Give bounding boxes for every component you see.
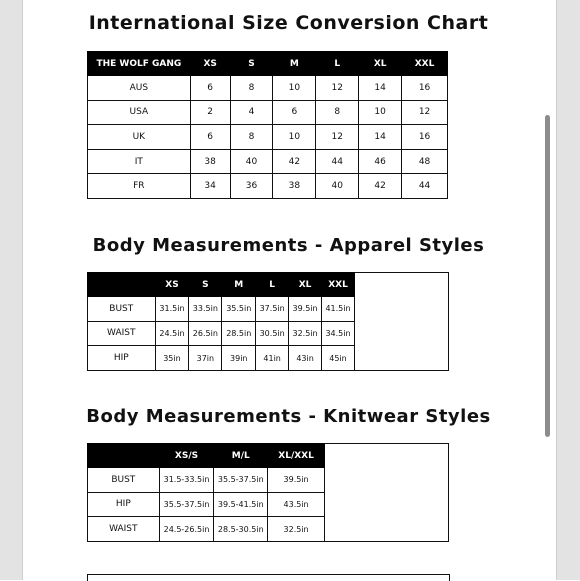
table-cell: 46 xyxy=(359,149,402,174)
table-cell: 45in xyxy=(322,346,355,371)
measurement-label: BUST xyxy=(88,468,160,493)
table-cell: 41.5in xyxy=(322,297,355,322)
apparel-header-row xyxy=(88,273,355,297)
table-cell: 39.5in xyxy=(268,468,325,493)
table-cell: 36 xyxy=(230,174,273,199)
table-cell: 43.5in xyxy=(268,492,325,517)
table-cell: 40 xyxy=(230,149,273,174)
table-cell: 8 xyxy=(230,76,273,101)
table-cell: 26.5in xyxy=(189,321,222,346)
table-cell: 33.5in xyxy=(189,297,222,322)
apparel-chart-title: Body Measurements - Apparel Styles xyxy=(92,235,485,256)
table-cell: 14 xyxy=(359,76,402,101)
table-row xyxy=(88,100,448,125)
table-cell: 35in xyxy=(155,346,189,371)
table-cell: 16 xyxy=(402,125,448,150)
table-cell: 39.5in xyxy=(289,297,322,322)
country-label: UK xyxy=(88,125,191,150)
measurement-label: WAIST xyxy=(88,517,160,542)
knitwear-measurement-table xyxy=(87,443,325,542)
table-row xyxy=(88,321,355,346)
table-cell: 6 xyxy=(273,100,316,125)
header-cell xyxy=(88,273,156,297)
table-cell: 34 xyxy=(190,174,230,199)
header-cell xyxy=(88,444,160,468)
measurement-label: BUST xyxy=(88,297,156,322)
table-cell: 10 xyxy=(359,100,402,125)
table-row xyxy=(88,125,448,150)
international-size-table xyxy=(87,51,448,199)
table-cell: 44 xyxy=(402,174,448,199)
table-cell: 37.5in xyxy=(256,297,289,322)
table-cell: 28.5in xyxy=(222,321,256,346)
table-cell: 8 xyxy=(316,100,359,125)
table-cell: 10 xyxy=(273,125,316,150)
table-cell: 39in xyxy=(222,346,256,371)
table-cell: 44 xyxy=(316,149,359,174)
table-cell: 8 xyxy=(230,125,273,150)
table-row xyxy=(88,174,448,199)
table-row xyxy=(88,297,355,322)
table-cell: 12 xyxy=(402,100,448,125)
table-row xyxy=(88,492,325,517)
header-cell: L xyxy=(316,52,359,76)
table-cell: 34.5in xyxy=(322,321,355,346)
knitwear-header-row xyxy=(88,444,325,468)
country-label: AUS xyxy=(88,76,191,101)
country-label: FR xyxy=(88,174,191,199)
table-cell: 32.5in xyxy=(268,517,325,542)
table-cell: 48 xyxy=(402,149,448,174)
header-cell: XL/XXL xyxy=(268,444,325,468)
table-cell: 35.5-37.5in xyxy=(159,492,214,517)
table-cell: 24.5-26.5in xyxy=(159,517,214,542)
header-cell: XL xyxy=(289,273,322,297)
table-cell: 12 xyxy=(316,125,359,150)
table-cell: 43in xyxy=(289,346,322,371)
country-label: IT xyxy=(88,149,191,174)
table-cell: 6 xyxy=(190,76,230,101)
table-row xyxy=(88,517,325,542)
table-cell: 6 xyxy=(190,125,230,150)
table-cell: 42 xyxy=(273,149,316,174)
knitwear-chart-title: Body Measurements - Knitwear Styles xyxy=(86,406,491,427)
table-cell: 14 xyxy=(359,125,402,150)
table-cell: 41in xyxy=(256,346,289,371)
measurement-label: HIP xyxy=(88,492,160,517)
table-cell: 37in xyxy=(189,346,222,371)
table-cell: 31.5-33.5in xyxy=(159,468,214,493)
header-cell: XL xyxy=(359,52,402,76)
table-cell: 24.5in xyxy=(155,321,189,346)
header-cell: XXL xyxy=(402,52,448,76)
header-cell: M/L xyxy=(214,444,268,468)
table-cell: 38 xyxy=(190,149,230,174)
international-header-row xyxy=(88,52,448,76)
header-cell: XXL xyxy=(322,273,355,297)
table-cell: 12 xyxy=(316,76,359,101)
header-cell: S xyxy=(230,52,273,76)
international-chart-title: International Size Conversion Chart xyxy=(88,12,489,34)
table-cell: 38 xyxy=(273,174,316,199)
header-cell: THE WOLF GANG xyxy=(88,52,191,76)
table-cell: 32.5in xyxy=(289,321,322,346)
table-cell: 28.5-30.5in xyxy=(214,517,268,542)
header-cell: L xyxy=(256,273,289,297)
table-cell: 16 xyxy=(402,76,448,101)
measurement-label: HIP xyxy=(88,346,156,371)
header-cell: M xyxy=(273,52,316,76)
scrollbar-thumb[interactable] xyxy=(545,115,550,437)
table-cell: 4 xyxy=(230,100,273,125)
table-cell: 35.5-37.5in xyxy=(214,468,268,493)
table-cell: 35.5in xyxy=(222,297,256,322)
header-cell: XS xyxy=(190,52,230,76)
table-cell: 42 xyxy=(359,174,402,199)
table-cell: 10 xyxy=(273,76,316,101)
table-cell: 39.5-41.5in xyxy=(214,492,268,517)
header-cell: XS xyxy=(155,273,189,297)
table-cell: 40 xyxy=(316,174,359,199)
table-row xyxy=(88,346,355,371)
table-cell: 2 xyxy=(190,100,230,125)
header-cell: S xyxy=(189,273,222,297)
table-cell: 30.5in xyxy=(256,321,289,346)
table-row xyxy=(88,468,325,493)
header-cell: M xyxy=(222,273,256,297)
table-cell: 31.5in xyxy=(155,297,189,322)
header-cell: XS/S xyxy=(159,444,214,468)
table-row xyxy=(88,76,448,101)
apparel-measurement-table xyxy=(87,272,355,371)
measurement-label: WAIST xyxy=(88,321,156,346)
country-label: USA xyxy=(88,100,191,125)
table-row xyxy=(88,149,448,174)
